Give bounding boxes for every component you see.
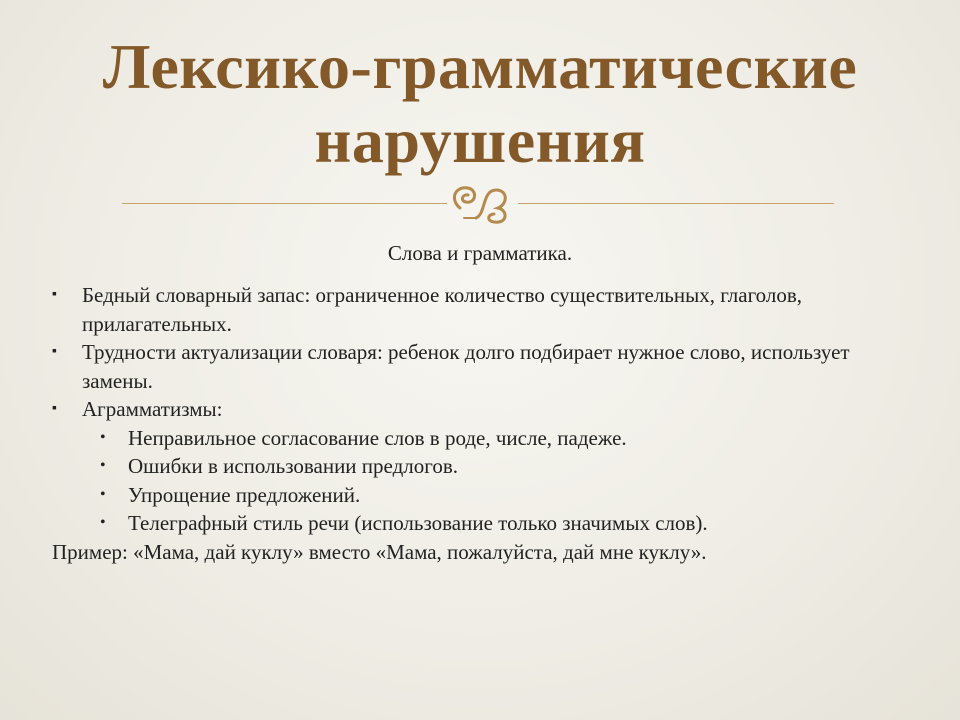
bullet-item [52, 395, 912, 424]
title-divider-right [518, 203, 834, 204]
bullet-text: Трудности актуализации словаря: ребенок долго подбирает нужное слово, использует замены. [82, 340, 850, 393]
slide-subtitle: Слова и грамматика. [387, 241, 573, 265]
sub-bullet-item [52, 452, 912, 481]
sub-bullet-item [52, 509, 912, 538]
sub-bullet-text: Неправильное согласование слов в роде, числе, падеже. [128, 425, 627, 450]
example-text: Пример: «Мама, дай куклу» вместо «Мама, пожалуйста, дай мне куклу». [52, 539, 707, 564]
sub-bullet-text: Упрощение предложений. [128, 482, 361, 507]
bullet-item [52, 338, 912, 395]
sub-bullet-item [52, 424, 912, 453]
round-bullet-icon: • [100, 457, 106, 474]
round-bullet-icon: • [100, 428, 106, 446]
flourish-icon [446, 178, 518, 228]
flourish-ornament-icon [446, 178, 518, 228]
slide-content [52, 281, 912, 566]
slide-title-line-2: нарушения [314, 105, 646, 176]
bullet-text: Бедный словарный запас: ограниченное количество существительных, глаголов, прилагательных. [82, 283, 803, 336]
slide-title-line-1: Лексико-грамматические [102, 31, 858, 102]
bullet-item [52, 281, 912, 338]
round-bullet-icon: • [100, 514, 106, 531]
title-divider-left [122, 203, 447, 204]
sub-bullet-text: Телеграфный стиль речи (использование только значимых слов). [128, 511, 708, 535]
square-bullet-icon: ▪ [52, 287, 57, 302]
bullet-text: Аграмматизмы: [82, 397, 223, 421]
sub-bullet-item [52, 481, 912, 510]
sub-bullet-text: Ошибки в использовании предлогов. [128, 454, 458, 478]
square-bullet-icon: ▪ [52, 344, 57, 359]
square-bullet-icon: ▪ [52, 401, 57, 416]
round-bullet-icon: • [100, 485, 106, 503]
slide-title [0, 30, 960, 178]
